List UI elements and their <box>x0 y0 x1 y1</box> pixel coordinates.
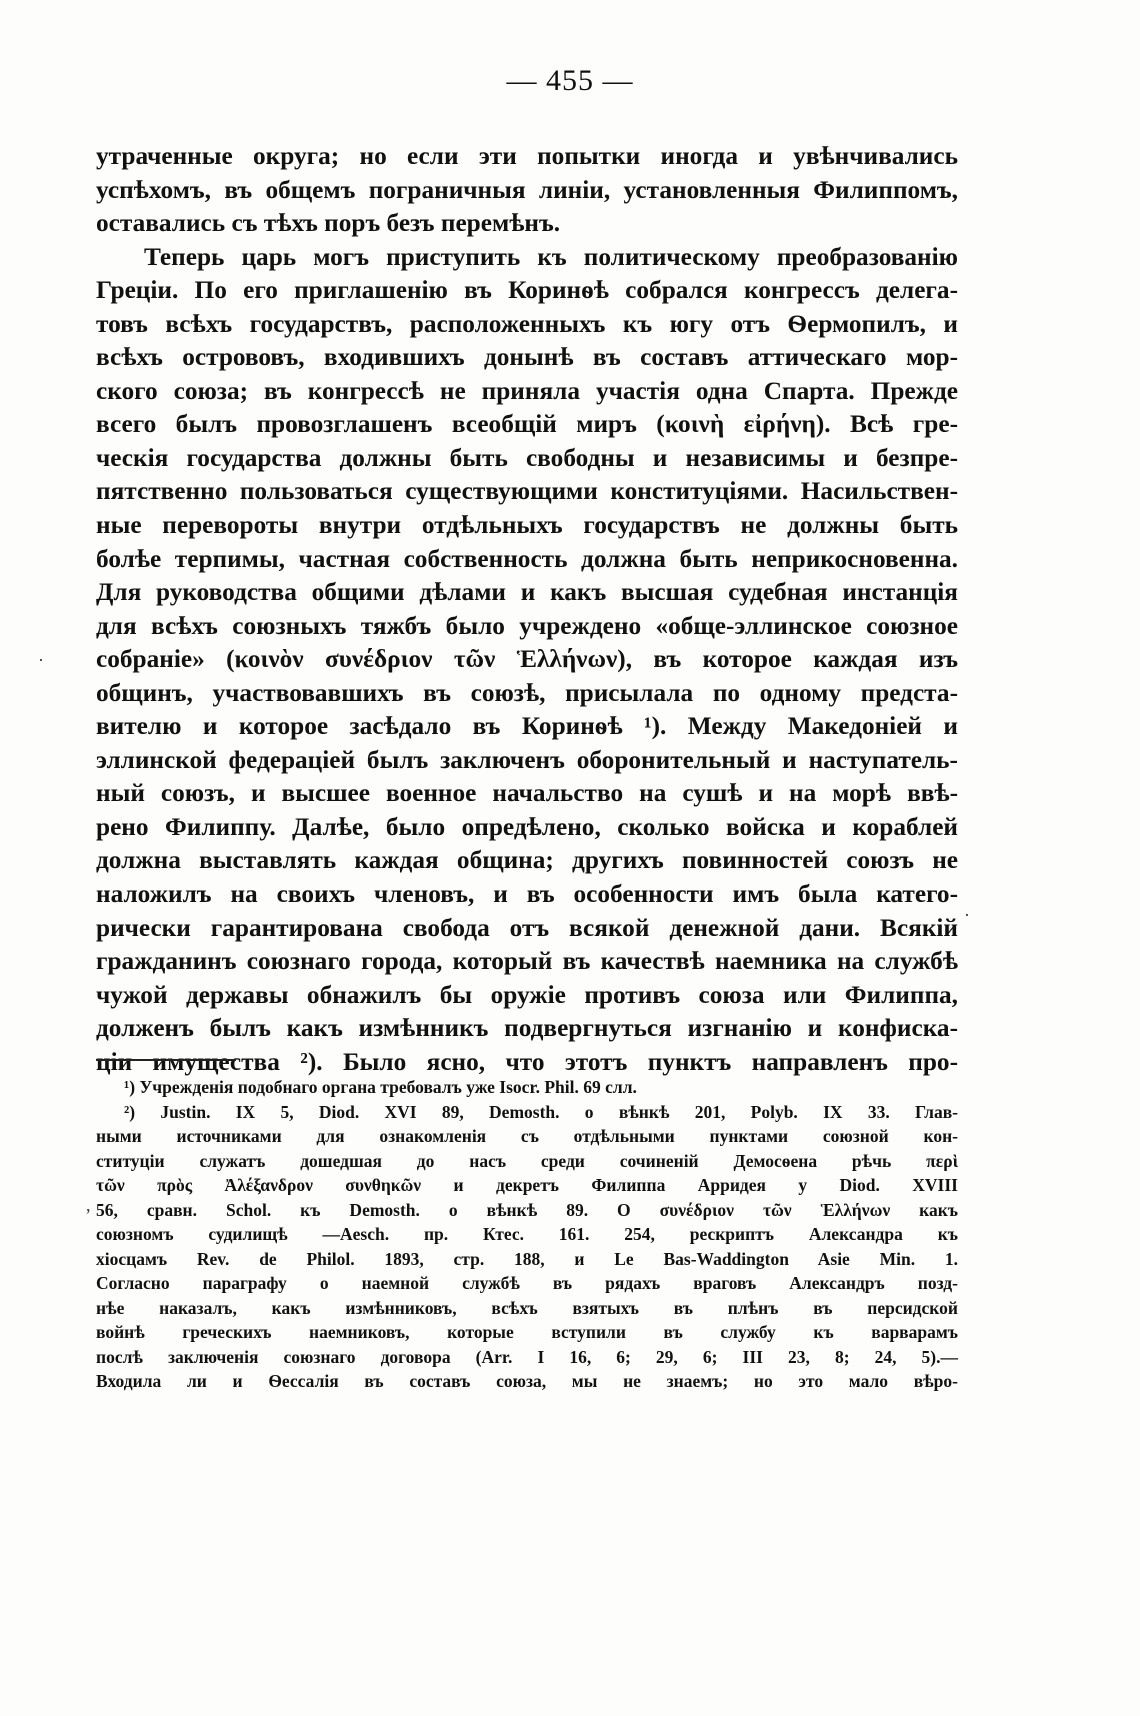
text-line: Теперь царь могъ приступить къ политическому преобразованію <box>144 242 958 271</box>
page-number: — 455 — <box>506 64 634 97</box>
footnote-line: Согласно параграфу о наемной службѣ въ рядахъ враговъ Александръ позд- <box>96 1273 958 1293</box>
text-line: долженъ былъ какъ измѣнникъ подвергнуться изгнанію и конфиска- <box>96 1014 958 1043</box>
text-line: общинъ, участвовавшихъ въ союзѣ, присылала по одному предста- <box>96 678 958 707</box>
text-line: утраченные округа; но если эти попытки иногда и увѣнчивались <box>96 142 958 170</box>
footnote-line: ¹) Учрежденія подобнаго органа требовалъ уже Isocr. Phil. 69 слл. <box>124 1077 637 1097</box>
text-line: ные перевороты внутри отдѣльныхъ государствъ не должны быть <box>96 511 958 540</box>
footnote-line: нѣе наказалъ, какъ измѣнниковъ, всѣхъ взятыхъ въ плѣнъ въ персидской <box>96 1297 958 1318</box>
footnote-line: τῶν πρὸς Ἀλέξανδρον συνθηκῶν и декретъ Филиппа Арридея у Diod. XVIII <box>96 1175 958 1195</box>
text-line: рически гарантирована свобода отъ всякой денежной дани. Всякій <box>96 913 958 942</box>
margin-dot-mark: · <box>38 650 44 670</box>
text-line: всѣхъ острововъ, входившихъ донынѣ въ составъ аттическаго мор- <box>96 343 958 372</box>
text-line: пятственно пользоваться существующими конституціями. Насильствен- <box>96 477 958 506</box>
text-line: собраніе» (κοινὸν συνέδριον τῶν Ἑλλήνων), въ которое каждая изъ <box>96 645 958 674</box>
footnote-line: союзномъ судилищѣ —Aesch. пр. Ктес. 161. 254, рескриптъ Александра къ <box>96 1224 958 1244</box>
footnotes <box>96 1075 958 1394</box>
footnote-line: войнѣ греческихъ наемниковъ, которые вступили въ службу къ варварамъ <box>96 1322 958 1342</box>
text-line: ского союза; въ конгрессѣ не приняла участія одна Спарта. Прежде <box>96 376 958 405</box>
text-line: вителю и которое засѣдало въ Коринѳѣ ¹). Между Македоніей и <box>96 712 958 741</box>
text-line: товъ всѣхъ государствъ, расположенныхъ къ югу отъ Ѳермопилъ, и <box>96 309 958 338</box>
footnote-separator <box>96 1059 236 1061</box>
footnote-line: Входила ли и Ѳессалія въ составъ союза, мы не знаемъ; но это мало вѣро- <box>96 1371 958 1391</box>
text-line: оставались съ тѣхъ поръ безъ перемѣнъ. <box>96 209 561 238</box>
footnote-line: ²) Justin. IX 5, Diod. XVI 89, Demosth. о вѣнкѣ 201, Polyb. IX 33. Глав- <box>124 1101 958 1122</box>
text-line: для всѣхъ союзныхъ тяжбъ было учреждено «обще-эллинское союзное <box>96 611 958 640</box>
text-line: ный союзъ, и высшее военное начальство на сушѣ и на морѣ ввѣ- <box>96 779 958 808</box>
footnote-line: 56, сравн. Schol. къ Demosth. о вѣнкѣ 89. О συνέδριον τῶν Ἑλλήνων какъ <box>96 1199 958 1220</box>
text-line: должна выставлять каждая община; другихъ повинностей союзъ не <box>96 846 958 875</box>
text-line: ціи имущества ²). Было ясно, что этотъ пунктъ направленъ про- <box>96 1047 958 1076</box>
footnote-line: хіосцамъ Rev. de Philol. 1893, стр. 188, и Le Bas-Waddington Asie Min. 1. <box>96 1248 958 1269</box>
text-line: болѣе терпимы, частная собственность должна быть неприкосновенна. <box>96 544 958 573</box>
text-line: эллинской федераціей былъ заключенъ оборонительный и наступатель- <box>96 745 958 774</box>
main-text <box>96 140 958 1079</box>
footnote-line: ными источниками для ознакомленія съ отдѣльными пунктами союзной кон- <box>96 1126 958 1146</box>
margin-dot-mark: · <box>964 905 970 925</box>
text-line: Для руководства общими дѣлами и какъ высшая судебная инстанція <box>96 578 958 607</box>
text-line: рено Филиппу. Далѣе, было опредѣлено, сколько войска и кораблей <box>96 812 958 841</box>
text-line: всего былъ провозглашенъ всеобщій миръ (κοινὴ εἰρήνη). Всѣ гре- <box>96 410 958 439</box>
text-line: успѣхомъ, въ общемъ пограничныя линіи, установленныя Филиппомъ, <box>96 175 958 204</box>
text-line: Греціи. По его приглашенію въ Коринѳѣ собрался конгрессъ делега- <box>96 276 958 305</box>
footnote-line: послѣ заключенія союзнаго договора (Arr. I 16, 6; 29, 6; III 23, 8; 24, 5).— <box>96 1346 958 1367</box>
footnote-line: ституціи служатъ дошедшая до насъ среди сочиненій Демосѳена рѣчь περὶ <box>96 1150 958 1171</box>
text-line: гражданинъ союзнаго города, который въ качествѣ наемника на службѣ <box>96 947 958 976</box>
text-line: наложилъ на своихъ членовъ, и въ особенности имъ была катего- <box>96 880 958 909</box>
margin-tick-mark: , <box>86 1195 91 1215</box>
text-line: ческія государства должны быть свободны и независимы и безпре- <box>96 443 958 472</box>
text-line: чужой державы обнажилъ бы оружіе противъ союза или Филиппа, <box>96 980 958 1009</box>
